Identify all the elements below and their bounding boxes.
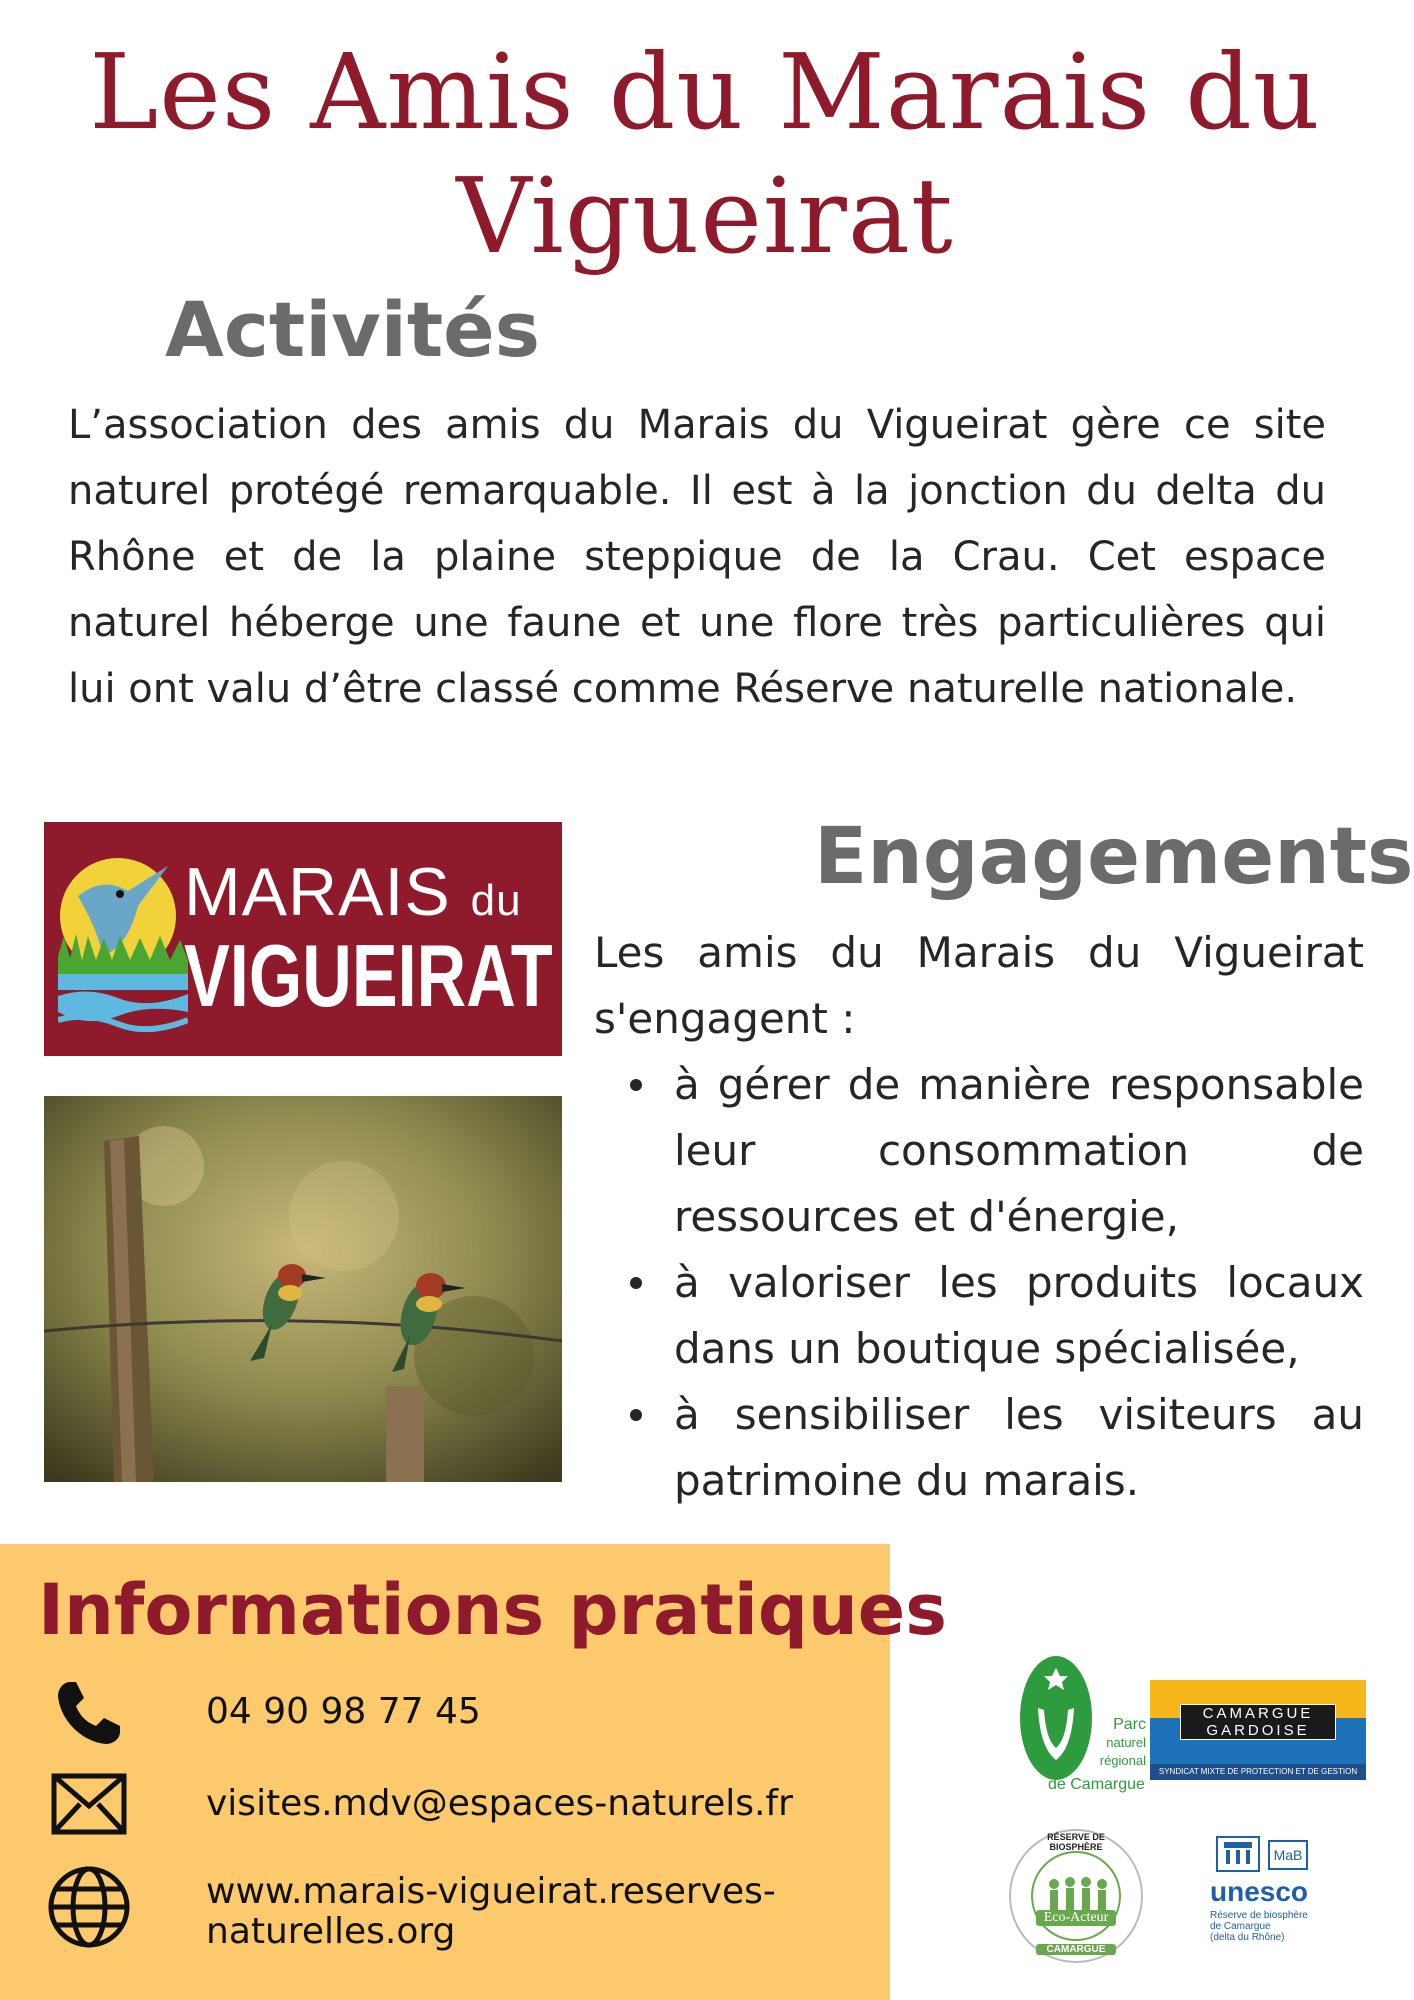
unesco-line3: (delta du Rhône)	[1210, 1932, 1285, 1943]
email-address[interactable]: visites.mdv@espaces-naturels.fr	[206, 1783, 793, 1824]
parc-line3: régional	[1099, 1753, 1146, 1768]
phone-number[interactable]: 04 90 98 77 45	[206, 1691, 481, 1732]
phone-row[interactable]	[0, 1668, 890, 1758]
bullet-icon	[630, 1079, 642, 1091]
envelope-icon	[44, 1760, 134, 1850]
camargue-gardoise-logo	[1150, 1680, 1366, 1780]
unesco-line1: Réserve de biosphère	[1210, 1910, 1308, 1921]
kingfisher-logo-icon	[58, 836, 188, 1046]
unesco-line2: de Camargue	[1210, 1921, 1271, 1932]
cg-line2: GARDOISE	[1206, 1722, 1310, 1739]
email-row[interactable]	[0, 1760, 890, 1850]
page-title: Les Amis du Marais du Vigueirat	[89, 31, 1321, 277]
list-item: à gérer de manière responsable leur consommation de ressources et d'énergie,	[594, 1052, 1364, 1250]
bullet-icon	[630, 1277, 642, 1289]
unesco-name: unesco	[1210, 1876, 1309, 1907]
engagements-intro: Les amis du Marais du Vigueirat s'engagent :	[594, 928, 1364, 1043]
activites-paragraph: L’association des amis du Marais du Vigueirat gère ce site naturel protégé remarquable. Il est à la jonction du delta du Rhône et de la plaine steppique de la Crau. Cet espace naturel héberge une faune et une flore très particulières qui lui ont valu d’être classé comme Réserve naturelle nationale.	[68, 402, 1326, 712]
parc-line4: de Camargue	[1048, 1776, 1145, 1793]
activites-heading: Activités	[165, 285, 540, 374]
cg-line3: SYNDICAT MIXTE DE PROTECTION ET DE GESTION	[1158, 1767, 1358, 1776]
list-item: à sensibiliser les visiteurs au patrimoine du marais.	[594, 1382, 1364, 1514]
globe-icon	[44, 1862, 134, 1952]
unesco-mab: MaB	[1268, 1840, 1308, 1870]
parc-leaf-icon	[1016, 1648, 1096, 1788]
logo-line2: VIGUEIRAT	[184, 926, 553, 1025]
engagements-list	[594, 1052, 1364, 1514]
website-row[interactable]	[0, 1862, 890, 1952]
info-heading: Informations pratiques	[38, 1569, 947, 1651]
marais-vigueirat-logo	[44, 822, 562, 1056]
parc-camargue-logo	[1016, 1648, 1146, 1800]
phone-icon	[44, 1668, 134, 1758]
eco-acteur-logo	[1006, 1826, 1146, 1966]
unesco-temple-icon	[1216, 1836, 1260, 1872]
eco-center: Eco-Acteur	[1036, 1910, 1116, 1926]
bee-eaters-photo	[44, 1096, 562, 1482]
website-url[interactable]: www.marais-vigueirat.reserves-naturelles.org	[206, 1871, 776, 1952]
eco-ring-top: RÉSERVE DE BIOSPHÈRE	[1047, 1832, 1105, 1852]
eco-ring-bottom: CAMARGUE	[1036, 1944, 1116, 1955]
parc-line1: Parc	[1113, 1716, 1146, 1733]
cg-line1: CAMARGUE	[1202, 1705, 1314, 1722]
list-item: à valoriser les produits locaux dans un boutique spécialisée,	[594, 1250, 1364, 1382]
logo-line1: MARAIS du	[184, 854, 522, 930]
engagements-heading: Engagements	[814, 812, 1414, 902]
bullet-icon	[630, 1409, 642, 1421]
unesco-logo	[1210, 1836, 1360, 1946]
parc-line2: naturel	[1106, 1735, 1146, 1750]
